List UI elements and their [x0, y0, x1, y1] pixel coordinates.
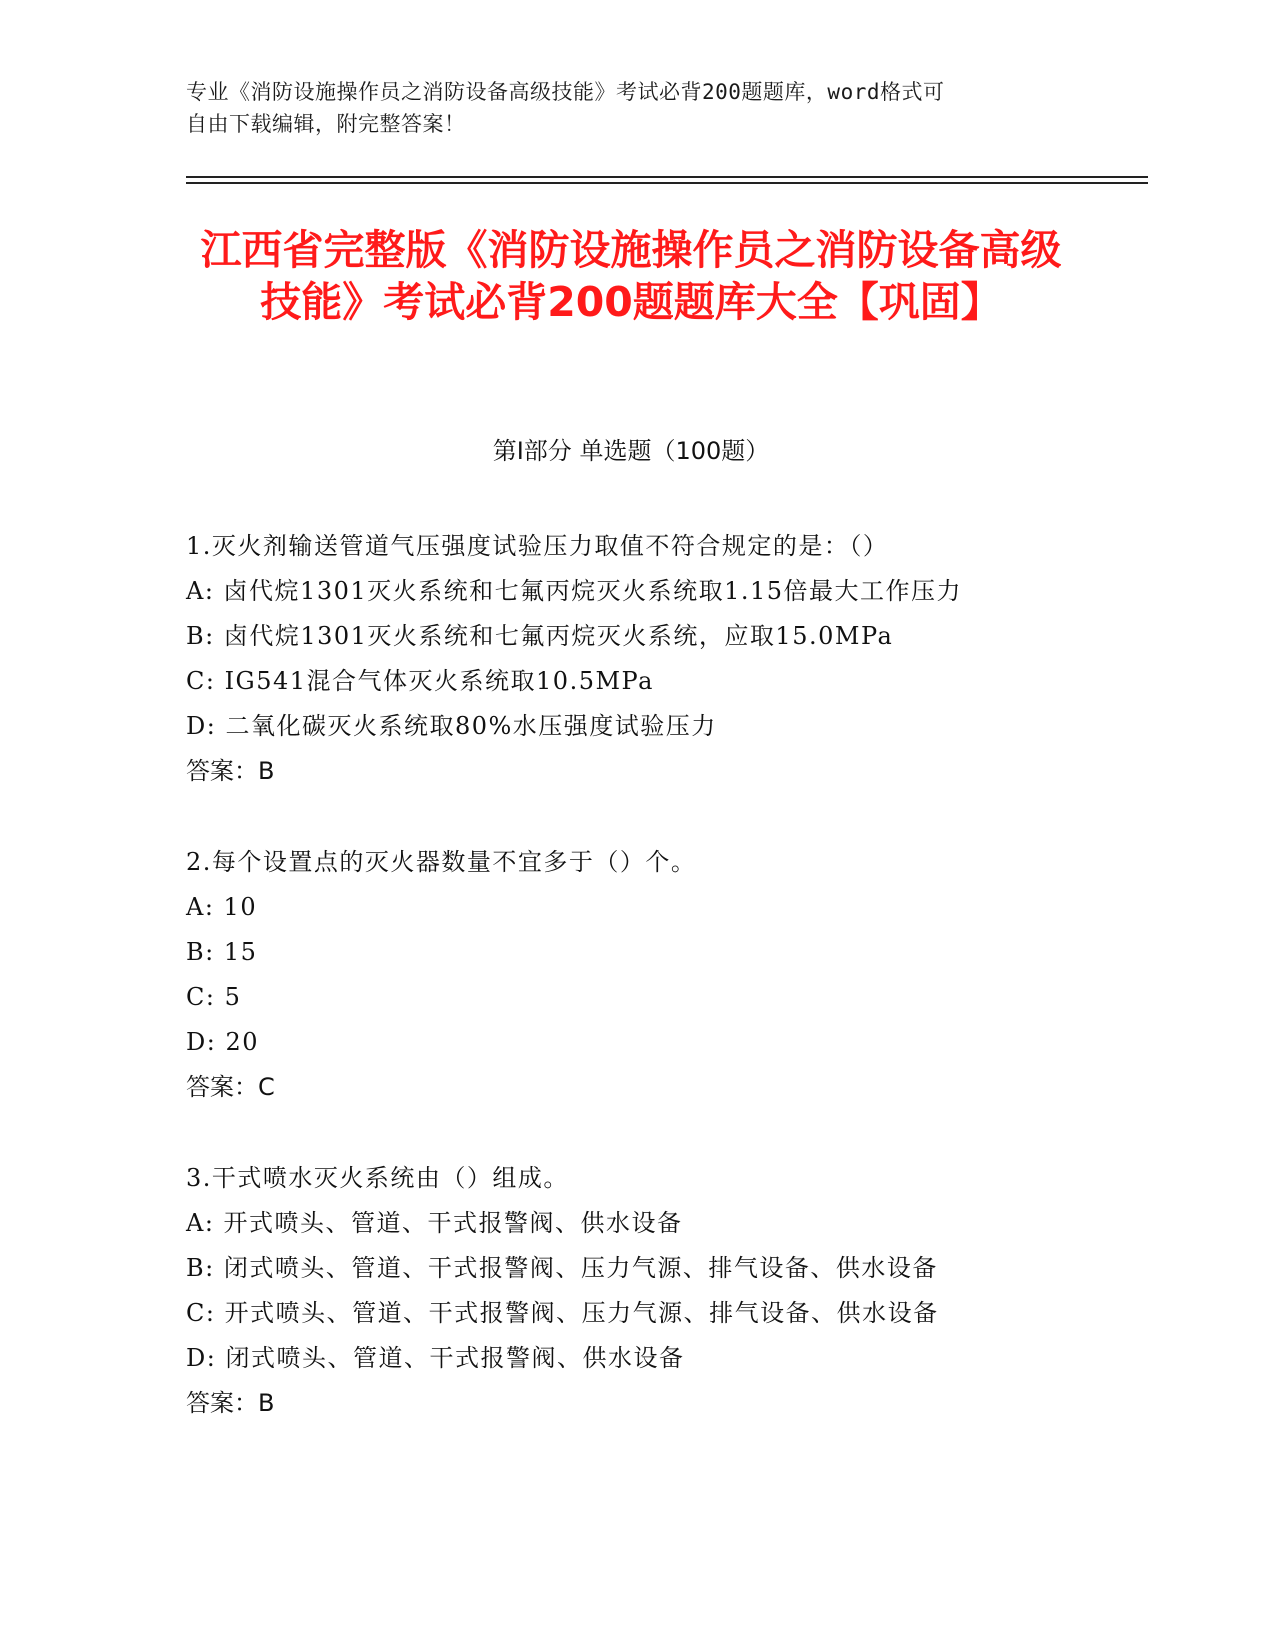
- option-c: C: IG541混合气体灭火系统取10.5MPa: [186, 667, 654, 695]
- header-note-line-1: 专业《消防设施操作员之消防设备高级技能》考试必背200题题库，word格式可: [186, 80, 945, 104]
- option-d: D: 闭式喷头、管道、干式报警阀、供水设备: [186, 1344, 685, 1372]
- header-note-line-2: 自由下载编辑，附完整答案！: [186, 112, 466, 136]
- answer-text: 答案：C: [186, 1073, 275, 1101]
- option-a: A: 10: [186, 893, 258, 921]
- option-d: D: 20: [186, 1028, 259, 1056]
- header-divider-top: [186, 176, 1148, 178]
- document-title: 江西省完整版《消防设施操作员之消防设备高级技能》考试必背200题题库大全【巩固】: [200, 226, 1062, 326]
- question-2: [186, 840, 1106, 1110]
- option-b: B: 卤代烷1301灭火系统和七氟丙烷灭火系统，应取15.0MPa: [186, 622, 894, 650]
- option-b: B: 15: [186, 938, 258, 966]
- option-a: A: 开式喷头、管道、干式报警阀、供水设备: [186, 1209, 683, 1237]
- header-divider-bottom: [186, 182, 1148, 184]
- question-3: [186, 1156, 1106, 1426]
- section-heading: 第I部分 单选题（100题）: [492, 437, 770, 465]
- option-d: D: 二氧化碳灭火系统取80%水压强度试验压力: [186, 712, 717, 740]
- header-note: [186, 76, 1066, 140]
- question-stem: 2.每个设置点的灭火器数量不宜多于（）个。: [186, 848, 697, 876]
- option-a: A: 卤代烷1301灭火系统和七氟丙烷灭火系统取1.15倍最大工作压力: [186, 577, 963, 605]
- option-c: C: 5: [186, 983, 242, 1011]
- question-1: [186, 524, 1106, 794]
- question-stem: 3.干式喷水灭火系统由（）组成。: [186, 1164, 569, 1192]
- answer-text: 答案：B: [186, 757, 275, 785]
- option-b: B: 闭式喷头、管道、干式报警阀、压力气源、排气设备、供水设备: [186, 1254, 938, 1282]
- answer-text: 答案：B: [186, 1389, 275, 1417]
- option-c: C: 开式喷头、管道、干式报警阀、压力气源、排气设备、供水设备: [186, 1299, 939, 1327]
- question-stem: 1.灭火剂输送管道气压强度试验压力取值不符合规定的是：（）: [186, 532, 889, 560]
